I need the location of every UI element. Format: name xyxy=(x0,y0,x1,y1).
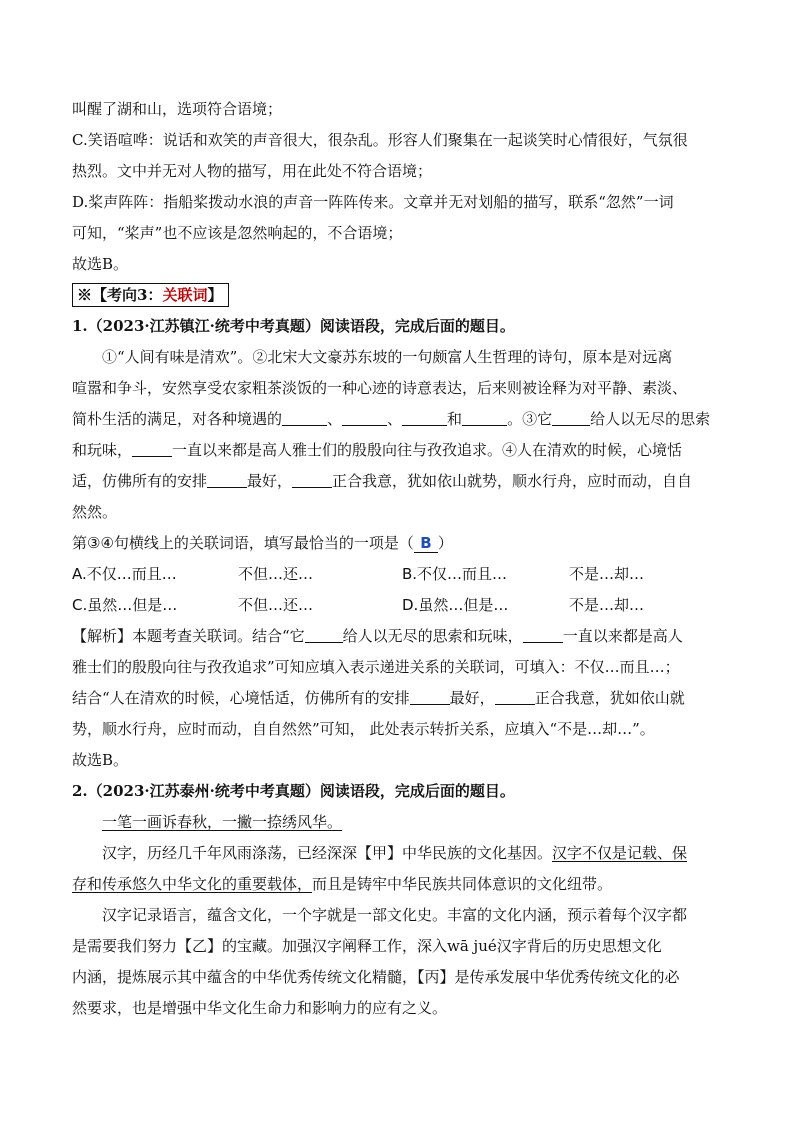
q1-answer: B xyxy=(414,534,438,553)
analysis-text: 一直以来都是高人 xyxy=(562,627,683,645)
q2-passage-line-1 xyxy=(72,838,732,869)
q1-analysis-line-2: 雅士们的殷殷向往与孜孜追求”可知应填入表示递进关系的关联词，可填入：不仅…而且…； xyxy=(72,658,680,676)
section-suffix: 】 xyxy=(207,286,223,304)
section-title: 关联词 xyxy=(162,286,208,304)
question-1-header: 1.（2023·江苏镇江·统考中考真题）阅读语段，完成后面的题目。 xyxy=(72,317,515,335)
fill-blank xyxy=(282,411,327,426)
question-2-header: 2.（2023·江苏泰州·统考中考真题）阅读语段，完成后面的题目。 xyxy=(72,782,515,800)
q1-text: 适，仿佛所有的安排 xyxy=(72,472,208,490)
q2-underlined-text: 存和传承悠久中华文化的重要载体， xyxy=(72,875,313,893)
analysis-text: 最好， xyxy=(449,689,495,707)
q1-stem xyxy=(72,528,732,559)
document-page xyxy=(72,94,732,1024)
q1-text: 给人以无尽的思索 xyxy=(590,410,711,428)
q1-text: 、 xyxy=(327,410,343,428)
q2-passage-line-4: 是需要我们努力【乙】的宝藏。加强汉字阐释工作，深入wā jué汉字背后的历史思想文化 xyxy=(72,937,662,955)
analysis-text: 结合“人在清欢的时候，心境恬适，仿佛所有的安排 xyxy=(72,689,410,707)
option-b-first: B.不仅…而且… xyxy=(402,565,508,583)
q1-conclusion: 故选B。 xyxy=(72,751,129,769)
option-d-line-2: 可知，“桨声”也不应该是忽然响起的，不合语境； xyxy=(72,224,403,242)
fill-blank xyxy=(462,411,507,426)
intro-line: 叫醒了湖和山，选项符合语境； xyxy=(72,100,283,118)
q1-passage-line-5 xyxy=(72,466,732,497)
option-c-line-2: 热烈。文中并无对人物的描写，用在此处不符合语境； xyxy=(72,162,433,180)
q1-passage-line-4 xyxy=(72,435,732,466)
q2-passage-line-3: 汉字记录语言，蕴含文化，一个字就是一部文化史。丰富的文化内涵，预示着每个汉字都 xyxy=(102,906,688,924)
fill-blank xyxy=(342,411,387,426)
q2-underlined-text: 汉字不仅是记载、保 xyxy=(552,844,688,862)
q1-analysis-line-4: 势，顺水行舟，应时而动，自自然然”可知， 此处表示转折关系，应填入“不是…却…”。 xyxy=(72,720,655,738)
q2-passage-line-2 xyxy=(72,869,732,900)
fill-blank xyxy=(132,442,172,457)
fill-blank xyxy=(523,628,563,643)
option-c-line-1: C.笑语喧哗：说话和欢笑的声音很大，很杂乱。形容人们聚集在一起谈笑时心情很好，气氛很 xyxy=(72,131,688,149)
section-heading xyxy=(72,283,229,307)
q1-analysis-line-1 xyxy=(72,621,732,652)
section-prefix: ※【考向3： xyxy=(77,286,163,304)
q1-text: 和玩味， xyxy=(72,441,133,459)
q1-passage-line-3 xyxy=(72,404,732,435)
q1-stem-end: ） xyxy=(437,534,453,552)
analysis-text: 正合我意，犹如依山就 xyxy=(534,689,685,707)
q1-passage-line-6: 然然。 xyxy=(72,503,118,521)
intro-conclusion: 故选B。 xyxy=(72,255,129,273)
option-a-second: 不但…还… xyxy=(238,565,314,583)
q1-analysis-line-3 xyxy=(72,683,732,714)
q1-passage-line-2: 喧嚣和争斗，安然享受农家粗茶淡饭的一种心迹的诗意表达，后来则被诠释为对平静、素淡、 xyxy=(72,379,688,397)
fill-blank xyxy=(292,473,332,488)
q1-text: 最好， xyxy=(247,472,293,490)
q2-title-line xyxy=(72,807,732,838)
q1-text: 、 xyxy=(387,410,403,428)
q1-options-row-2 xyxy=(72,590,732,621)
q1-stem-text: 第③④句横线上的关联词语，填写最恰当的一项是（ xyxy=(72,534,414,552)
q1-text: 简朴生活的满足，对各种境遇的 xyxy=(72,410,283,428)
fill-blank xyxy=(305,628,343,643)
q1-text: 和 xyxy=(447,410,463,428)
analysis-text: 【解析】本题考查关联词。结合“它 xyxy=(72,627,305,645)
section-heading-row xyxy=(72,280,732,311)
option-d-line-1: D.桨声阵阵：指船桨拨动水浪的声音一阵阵传来。文章并无对划船的描写，联系“忽然”一词 xyxy=(72,193,674,211)
q2-title: 一笔一画诉春秋，一撇一捺绣风华。 xyxy=(102,813,343,831)
q1-text: 一直以来都是高人雅士们的殷殷向往与孜孜追求。④人在清欢的时候，心境恬 xyxy=(172,441,683,459)
fill-blank xyxy=(410,690,450,705)
option-d-first: D.虽然…但是… xyxy=(402,596,509,614)
q2-passage-line-6: 然要求，也是增强中华文化生命力和影响力的应有之义。 xyxy=(72,999,448,1017)
option-c-second: 不但…还… xyxy=(238,596,314,614)
option-a-first: A.不仅…而且… xyxy=(72,565,177,583)
q2-passage-line-5: 内涵，提炼展示其中蕴含的中华优秀传统文化精髓，【丙】是传承发展中华优秀传统文化的必 xyxy=(72,968,680,986)
q2-text: 而且是铸牢中华民族共同体意识的文化纽带。 xyxy=(312,875,613,893)
q1-options-row-1 xyxy=(72,559,732,590)
fill-blank xyxy=(207,473,247,488)
q2-text: 汉字，历经几千年风雨涤荡，已经深深【甲】中华民族的文化基因。 xyxy=(102,844,553,862)
fill-blank xyxy=(495,690,535,705)
q1-text: 。③它 xyxy=(507,410,553,428)
option-c-first: C.虽然…但是… xyxy=(72,596,178,614)
analysis-text: 给人以无尽的思索和玩味， xyxy=(342,627,523,645)
option-d-second: 不是…却… xyxy=(569,596,645,614)
q1-passage-line-1: ①“人间有味是清欢”。②北宋大文豪苏东坡的一句颇富人生哲理的诗句，原本是对远离 xyxy=(102,348,673,366)
option-b-second: 不是…却… xyxy=(569,565,645,583)
q1-text: 正合我意，犹如依山就势，顺水行舟，应时而动，自自 xyxy=(332,472,693,490)
fill-blank xyxy=(552,411,590,426)
fill-blank xyxy=(402,411,447,426)
